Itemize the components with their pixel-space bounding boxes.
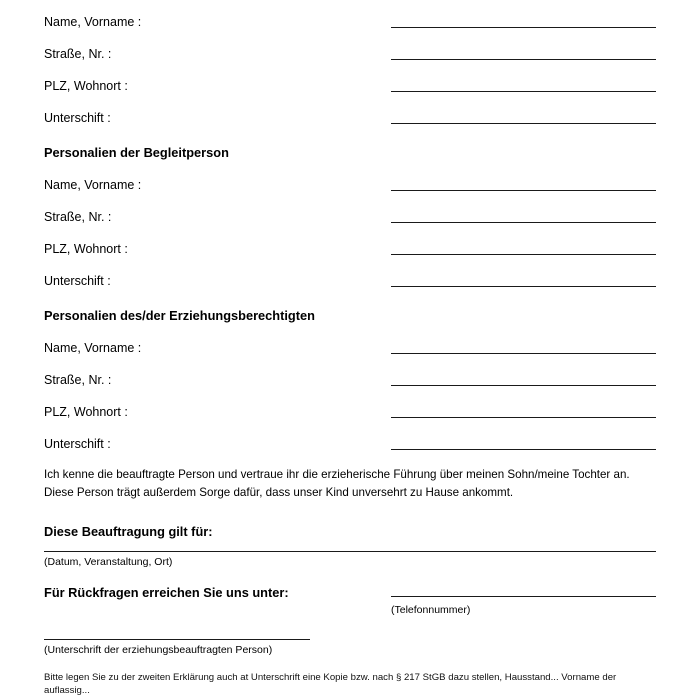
field-row: [44, 390, 656, 422]
footnote-text: Bitte legen Sie zu der zweiten Erklärung auch at Unterschrift eine Kopie bzw. nach § 217 StGB dazu stellen, Hausstand... Vorname der auflassig...: [44, 672, 617, 696]
section-applicant: [44, 0, 656, 128]
field-label: Name, Vorname :: [44, 341, 142, 355]
field-row: [44, 163, 656, 195]
field-label: Unterschift :: [44, 111, 111, 125]
assignment-block: [44, 524, 656, 569]
field-row: [44, 422, 656, 454]
assignment-heading: Diese Beauftragung gilt für:: [44, 524, 213, 539]
section-begleitperson: [44, 128, 656, 291]
field-label: PLZ, Wohnort :: [44, 242, 128, 256]
field-input-line[interactable]: [391, 254, 656, 255]
field-input-line[interactable]: [391, 449, 656, 450]
field-label: PLZ, Wohnort :: [44, 405, 128, 419]
field-row: [44, 64, 656, 96]
field-row: [44, 195, 656, 227]
field-row: [44, 227, 656, 259]
contact-block: [44, 585, 656, 617]
signature-block: [44, 639, 656, 657]
field-input-line[interactable]: [391, 353, 656, 354]
contact-heading: Für Rückfragen erreichen Sie uns unter:: [44, 585, 289, 600]
assignment-caption: (Datum, Veranstaltung, Ort): [44, 556, 173, 568]
declaration-line-1: Ich kenne die beauftragte Person und vertraue ihr die erzieherische Führung über meinen Sohn/meine Tochter an.: [44, 468, 630, 481]
field-input-line[interactable]: [391, 91, 656, 92]
section-heading: Personalien des/der Erziehungsberechtigten: [44, 308, 315, 323]
field-label: Name, Vorname :: [44, 15, 142, 29]
field-input-line[interactable]: [391, 190, 656, 191]
contact-caption: (Telefonnummer): [391, 604, 471, 616]
declaration-paragraph: [44, 466, 656, 502]
field-row: [44, 259, 656, 291]
field-input-line[interactable]: [391, 385, 656, 386]
field-label: Name, Vorname :: [44, 178, 142, 192]
signature-caption: (Unterschrift der erziehungsbeauftragten Person): [44, 644, 273, 656]
field-input-line[interactable]: [391, 417, 656, 418]
field-input-line[interactable]: [391, 123, 656, 124]
field-label: Unterschift :: [44, 274, 111, 288]
field-row: [44, 96, 656, 128]
field-input-line[interactable]: [391, 27, 656, 28]
field-input-line[interactable]: [391, 286, 656, 287]
field-row: [44, 0, 656, 32]
declaration-line-2: Diese Person trägt außerdem Sorge dafür, dass unser Kind unversehrt zu Hause ankommt.: [44, 486, 514, 499]
section-heading: Personalien der Begleitperson: [44, 145, 229, 160]
phone-input-line[interactable]: [391, 596, 656, 597]
field-label: Straße, Nr. :: [44, 210, 112, 224]
contact-row: [44, 585, 656, 600]
section-erziehungsberechtigte: [44, 291, 656, 454]
field-input-line[interactable]: [391, 59, 656, 60]
field-row: [44, 32, 656, 64]
field-label: Straße, Nr. :: [44, 373, 112, 387]
field-label: Straße, Nr. :: [44, 47, 112, 61]
field-input-line[interactable]: [391, 222, 656, 223]
field-row: [44, 358, 656, 390]
assignment-input-line[interactable]: [44, 551, 656, 552]
field-label: PLZ, Wohnort :: [44, 79, 128, 93]
field-row: [44, 326, 656, 358]
field-label: Unterschift :: [44, 437, 111, 451]
signature-input-line[interactable]: [44, 639, 310, 640]
